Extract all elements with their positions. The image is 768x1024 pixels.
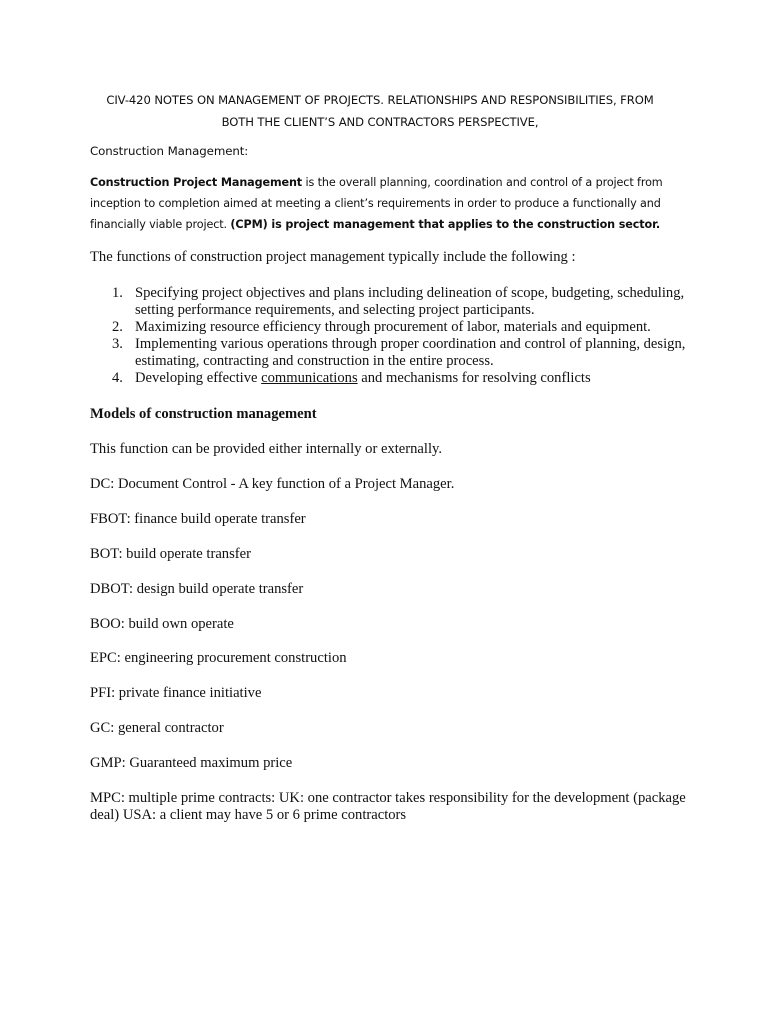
title-line-2: BOTH THE CLIENT’S AND CONTRACTORS PERSPECTIVE, <box>221 115 539 129</box>
list-text: Implementing various operations through proper coordination and control of planning, design, estimating, contracting and construction in the entire process. <box>135 336 686 369</box>
definition-line: MPC: multiple prime contracts: UK: one contractor takes responsibility for the development (package deal) USA: a client may have 5 or 6 prime contractors <box>90 790 686 823</box>
list-number: 4. <box>112 370 123 386</box>
models-heading: Models of construction management <box>90 406 317 422</box>
list-number: 1. <box>112 285 123 301</box>
list-item <box>90 336 690 370</box>
definition-line: This function can be provided either internally or externally. <box>90 441 443 457</box>
definition-line: DBOT: design build operate transfer <box>90 581 304 597</box>
definition-line: BOO: build own operate <box>90 616 234 632</box>
list-item <box>90 370 690 387</box>
document-title <box>80 89 680 133</box>
definition-line: PFI: private finance initiative <box>90 685 262 701</box>
list-number: 3. <box>112 336 123 352</box>
list-item <box>90 285 690 319</box>
definition-line: FBOT: finance build operate transfer <box>90 511 306 527</box>
list-text: Maximizing resource efficiency through procurement of labor, materials and equipment. <box>135 319 651 335</box>
functions-intro: The functions of construction project management typically include the following : <box>90 249 576 265</box>
definition-line: GC: general contractor <box>90 720 224 736</box>
cpm-bold-lead: Construction Project Management <box>90 176 303 189</box>
definition-line: EPC: engineering procurement construction <box>90 650 347 666</box>
list-text: Specifying project objectives and plans including delineation of scope, budgeting, scheduling, setting performance requirements, and selecting project participants. <box>135 285 685 318</box>
functions-list <box>90 285 690 387</box>
section-heading: Construction Management: <box>90 144 249 158</box>
definition-line: GMP: Guaranteed maximum price <box>90 755 293 771</box>
cpm-definition-paragraph <box>90 172 680 235</box>
cpm-text-2: is project management that applies to the construction sector. <box>267 218 660 231</box>
list-item <box>90 319 690 336</box>
definition-line: BOT: build operate transfer <box>90 546 251 562</box>
definition-line: DC: Document Control - A key function of a Project Manager. <box>90 476 455 492</box>
list-text-after: and mechanisms for resolving conflicts <box>357 370 591 386</box>
title-line-1: CIV-420 NOTES ON MANAGEMENT OF PROJECTS. RELATIONSHIPS AND RESPONSIBILITIES, FROM <box>106 93 654 107</box>
list-text-before: Developing effective <box>135 370 262 386</box>
cpm-text-1: is the overall planning, coordination and control of a project from inception to completion aimed at meeting a client’s requirements in order to produce a functionally and financially viable project. <box>90 176 663 231</box>
communications-link[interactable]: communications <box>261 370 358 386</box>
list-number: 2. <box>112 319 123 335</box>
cpm-abbrev: (CPM) <box>230 218 268 231</box>
